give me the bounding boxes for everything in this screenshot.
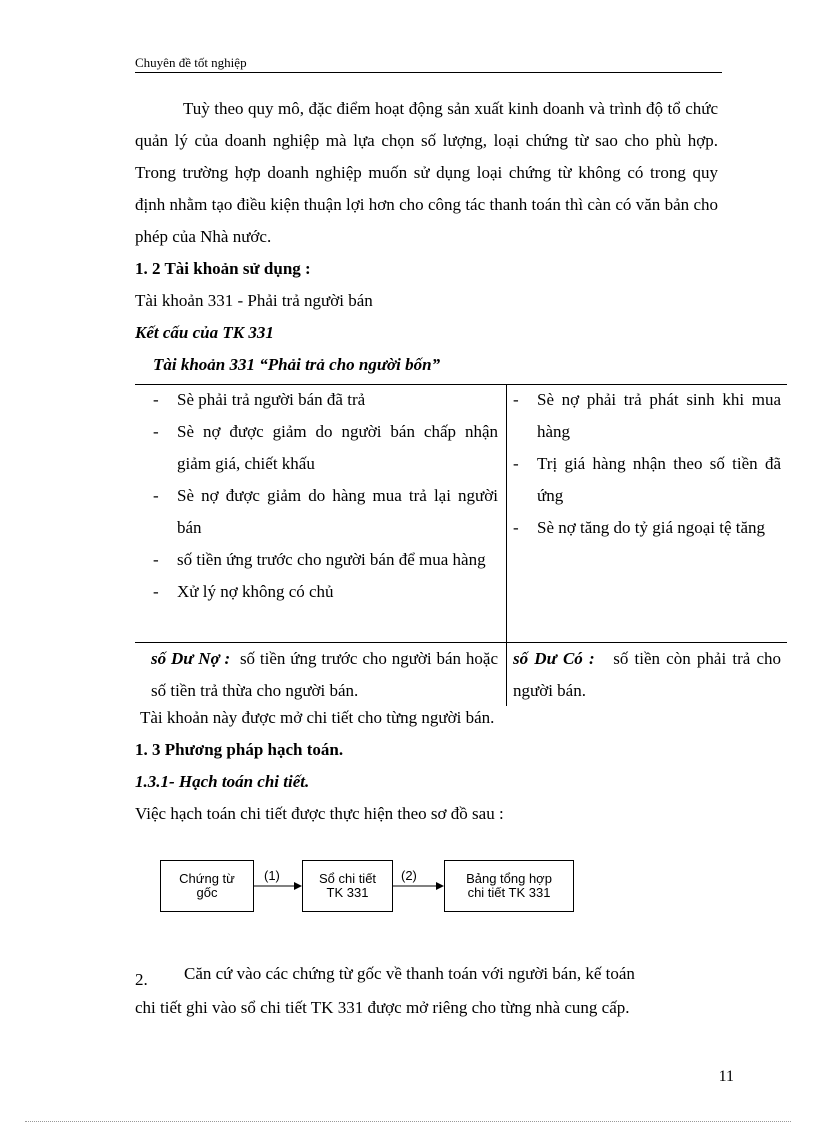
debit-item: - số tiền ứng trước cho người bán để mua hàng (153, 550, 486, 569)
page-bottom-edge (25, 1121, 791, 1122)
arrow-1-label: (1) (264, 868, 280, 883)
table-note: Tài khoản này được mở chi tiết cho từng người bán. (140, 708, 495, 727)
box-summary-table: Bảng tổng hợp chi tiết TK 331 (444, 860, 574, 912)
structure-heading: Kết cấu của TK 331 (135, 323, 274, 342)
credit-balance-text: số tiền còn phải trả cho người bán. (513, 649, 782, 700)
credit-item: - Sè nợ phải trả phát sinh khi mua hàng (513, 390, 781, 441)
credit-item: - Trị giá hàng nhận theo số tiền đã ứng (513, 454, 781, 505)
diagram-intro: Việc hạch toán chi tiết được thực hiện theo sơ đồ sau : (135, 804, 504, 823)
intro-paragraph (135, 93, 718, 253)
table-column-divider (506, 384, 507, 706)
debit-item: - Xử lý nợ không có chủ (153, 582, 334, 601)
closing-paragraph-number: 2. (135, 970, 148, 989)
box-original-documents: Chứng từ gốc (160, 860, 254, 912)
document-header: Chuyên đề tốt nghiệp (135, 55, 247, 70)
section-1-3-heading: 1. 3 Phương pháp hạch toán. (135, 740, 344, 759)
debit-balance (151, 643, 498, 707)
table-title: Tài khoản 331 “Phải trả cho người bốn” (153, 355, 441, 374)
debit-item: - Sè nợ được giảm do hàng mua trả lại người bán (153, 486, 498, 537)
credit-balance-label: số Dư Có : (513, 649, 595, 668)
debit-balance-text: số tiền ứng trước cho người bán hoặc số tiền trả thừa cho người bán. (151, 649, 498, 700)
intro-paragraph-text: Tuỳ theo quy mô, đặc điểm hoạt động sản xuất kinh doanh và trình độ tổ chức quản lý của doanh nghiệp mà lựa chọn số lượng, loại chứng từ sao cho phù hợp. Trong trường hợp doanh nghiệp muốn sử dụng loại chứng từ không có trong quy định nhằm tạo điều kiện thuận lợi hơn cho công tác thanh toán thì càn có văn bản cho phép của Nhà nước. (135, 99, 718, 246)
debit-item: - Sè nợ được giảm do người bán chấp nhận giảm giá, chiết khấu (153, 422, 498, 473)
arrow-2-label: (2) (401, 868, 417, 883)
credit-balance (513, 643, 781, 707)
credit-item: - Sè nợ tăng do tỷ giá ngoại tệ tăng (513, 518, 766, 537)
account-t-table (135, 384, 787, 706)
closing-paragraph-line-2: chi tiết ghi vào sổ chi tiết TK 331 được mở riêng cho từng nhà cung cấp. (135, 998, 630, 1017)
page-number: 11 (718, 1068, 734, 1085)
flow-diagram (160, 858, 580, 914)
header-rule (135, 72, 722, 73)
section-1-2-heading: 1. 2 Tài khoản sử dụng : (135, 259, 311, 278)
credit-column (513, 384, 781, 544)
closing-paragraph-line-1: Căn cứ vào các chứng từ gốc về thanh toán với người bán, kế toán (184, 964, 635, 983)
section-1-3-1-heading: 1.3.1- Hạch toán chi tiết. (135, 772, 310, 791)
account-line: Tài khoản 331 - Phải trả người bán (135, 291, 373, 310)
debit-balance-label: số Dư Nợ : (151, 649, 231, 668)
box-detail-ledger: Sổ chi tiết TK 331 (302, 860, 393, 912)
debit-column (153, 384, 498, 608)
debit-item: - Sè phải trả người bán đã trả (153, 390, 366, 409)
